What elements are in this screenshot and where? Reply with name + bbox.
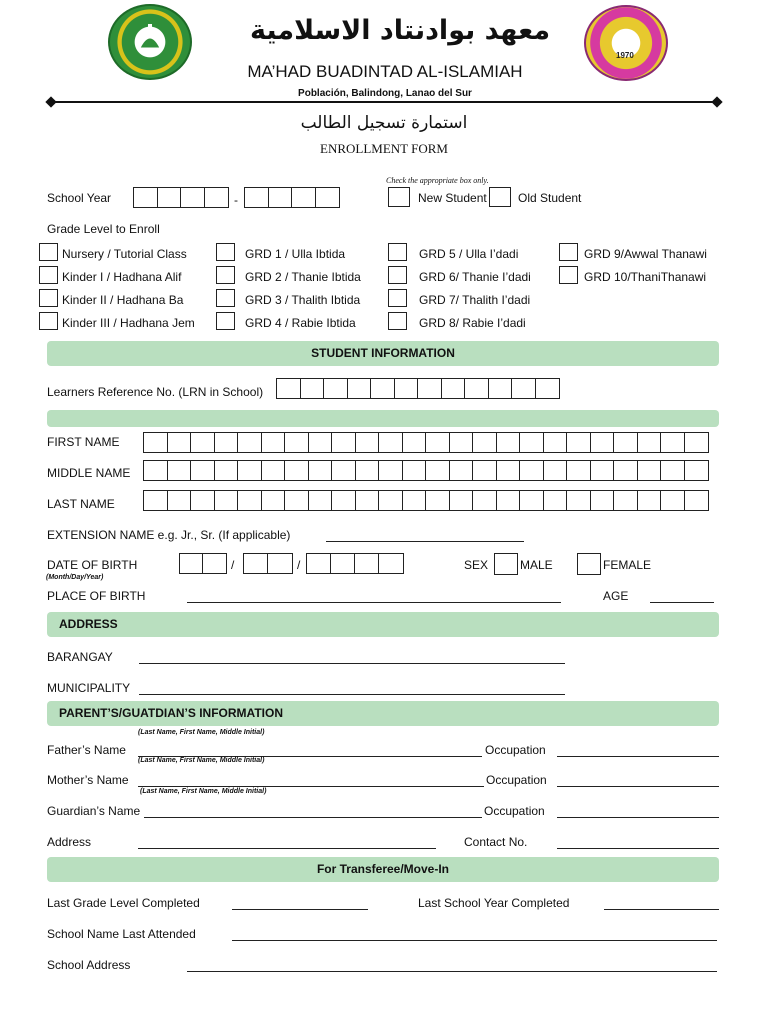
grade-option: GRD 10/ThaniThanawi (584, 270, 707, 284)
extension-name-label: EXTENSION NAME e.g. Jr., Sr. (If applicable) (47, 528, 291, 542)
female-checkbox[interactable] (577, 553, 601, 575)
new-student-label: New Student (418, 191, 487, 205)
grade-checkbox[interactable] (39, 289, 58, 307)
guardian-occupation-field[interactable] (557, 806, 719, 818)
grade-checkbox[interactable] (388, 312, 407, 330)
guardian-name-label: Guardian’s Name (47, 804, 141, 818)
mother-name-field[interactable] (138, 775, 484, 787)
school-name-field[interactable] (232, 929, 717, 941)
old-student-label: Old Student (518, 191, 582, 205)
check-note: Check the appropriate box only. (386, 176, 489, 185)
grade-level-label: Grade Level to Enroll (47, 222, 160, 236)
guardian-occupation-label: Occupation (484, 804, 545, 818)
contact-field[interactable] (557, 837, 719, 849)
grade-checkbox[interactable] (39, 312, 58, 330)
lrn-boxes[interactable] (276, 378, 560, 399)
dob-slash: / (297, 558, 301, 572)
pob-field[interactable] (187, 591, 561, 603)
last-grade-label: Last Grade Level Completed (47, 896, 200, 910)
sex-label: SEX (464, 558, 489, 572)
grade-option: GRD 6/ Thanie I’dadi (419, 270, 531, 284)
mother-occupation-field[interactable] (557, 775, 719, 787)
first-name-label: FIRST NAME (47, 435, 120, 449)
last-sy-field[interactable] (604, 898, 719, 910)
grade-option: GRD 9/Awwal Thanawi (584, 247, 707, 261)
school-address-label: School Address (47, 958, 131, 972)
arabic-title: معهد بوادنتاد الاسلامية (250, 15, 551, 46)
school-address-field[interactable] (187, 960, 717, 972)
barangay-field[interactable] (139, 652, 565, 664)
school-address: Población, Balindong, Lanao del Sur (298, 88, 472, 99)
mother-occupation-label: Occupation (486, 773, 547, 787)
first-name-boxes[interactable] (143, 432, 709, 453)
dob-slash: / (231, 558, 235, 572)
dob-month-boxes[interactable] (179, 553, 227, 574)
age-field[interactable] (650, 591, 714, 603)
transferee-header: For Transferee/Move-In (47, 857, 719, 882)
dob-year-boxes[interactable] (306, 553, 404, 574)
divider-diamond-left (45, 96, 56, 107)
student-info-spacer-bar (47, 410, 719, 427)
grade-checkbox[interactable] (216, 312, 235, 330)
grade-checkbox[interactable] (388, 289, 407, 307)
grade-checkbox[interactable] (216, 243, 235, 261)
grade-checkbox[interactable] (39, 266, 58, 284)
parents-header: PARENT’S/GUATDIAN’S INFORMATION (47, 701, 719, 726)
last-name-label: LAST NAME (47, 497, 115, 511)
last-sy-label: Last School Year Completed (418, 896, 570, 910)
father-occupation-label: Occupation (485, 743, 546, 757)
grade-option: Nursery / Tutorial Class (62, 247, 187, 261)
lrn-label: Learners Reference No. (LRN in School) (47, 385, 264, 399)
form-arabic-title: استمارة تسجيل الطالب (300, 113, 468, 133)
father-name-hint: (Last Name, First Name, Middle Initial) (138, 729, 265, 736)
last-name-boxes[interactable] (143, 490, 709, 511)
header-divider (52, 101, 716, 103)
form-title: ENROLLMENT FORM (320, 141, 448, 156)
address-header: ADDRESS (47, 612, 719, 637)
dob-format-hint: (Month/Day/Year) (46, 574, 104, 581)
grade-option: GRD 2 / Thanie Ibtida (245, 270, 361, 284)
municipality-label: MUNICIPALITY (47, 681, 131, 695)
age-label: AGE (603, 589, 629, 603)
school-year-label: School Year (47, 191, 112, 205)
male-label: MALE (520, 558, 553, 572)
school-year-end-boxes[interactable] (244, 187, 340, 208)
grade-option: Kinder III / Hadhana Jem (62, 316, 195, 330)
barangay-label: BARANGAY (47, 650, 113, 664)
logo-year: 1970 (616, 51, 634, 60)
grade-checkbox[interactable] (216, 266, 235, 284)
guardian-name-hint: (Last Name, First Name, Middle Initial) (140, 788, 267, 795)
female-label: FEMALE (603, 558, 652, 572)
grade-option: Kinder I / Hadhana Alif (62, 270, 182, 284)
school-year-dash: - (234, 193, 238, 207)
father-name-label: Father’s Name (47, 743, 126, 757)
mother-name-hint: (Last Name, First Name, Middle Initial) (138, 757, 265, 764)
grade-option: GRD 8/ Rabie I’dadi (419, 316, 526, 330)
grade-option: Kinder II / Hadhana Ba (62, 293, 184, 307)
old-student-checkbox[interactable] (489, 187, 511, 207)
school-year-start-boxes[interactable] (133, 187, 229, 208)
school-logo (584, 5, 668, 81)
extension-name-field[interactable] (326, 530, 524, 542)
middle-name-label: MIDDLE NAME (47, 466, 131, 480)
grade-checkbox[interactable] (559, 243, 578, 261)
school-title: MA’HAD BUADINTAD AL-ISLAMIAH (247, 62, 523, 81)
new-student-checkbox[interactable] (388, 187, 410, 207)
grade-option: GRD 1 / Ulla Ibtida (245, 247, 346, 261)
guardian-name-field[interactable] (144, 806, 482, 818)
dob-day-boxes[interactable] (243, 553, 293, 574)
grade-option: GRD 3 / Thalith Ibtida (245, 293, 361, 307)
grade-checkbox[interactable] (216, 289, 235, 307)
dob-label: DATE OF BIRTH (47, 558, 138, 572)
father-occupation-field[interactable] (557, 745, 719, 757)
male-checkbox[interactable] (494, 553, 518, 575)
divider-diamond-right (711, 96, 722, 107)
grade-option: GRD 5 / Ulla I’dadi (419, 247, 519, 261)
grade-checkbox[interactable] (388, 243, 407, 261)
last-grade-field[interactable] (232, 898, 368, 910)
middle-name-boxes[interactable] (143, 460, 709, 481)
father-name-field[interactable] (138, 745, 482, 757)
municipality-field[interactable] (139, 683, 565, 695)
student-info-header: STUDENT INFORMATION (47, 341, 719, 366)
pob-label: PLACE OF BIRTH (47, 589, 146, 603)
parent-address-label: Address (47, 835, 92, 849)
madaris-logo (108, 4, 192, 80)
grade-checkbox[interactable] (388, 266, 407, 284)
school-name-label: School Name Last Attended (47, 927, 196, 941)
contact-label: Contact No. (464, 835, 528, 849)
grade-checkbox[interactable] (39, 243, 58, 261)
parent-address-field[interactable] (138, 837, 436, 849)
grade-checkbox[interactable] (559, 266, 578, 284)
mother-name-label: Mother’s Name (47, 773, 129, 787)
grade-option: GRD 4 / Rabie Ibtida (245, 316, 356, 330)
grade-option: GRD 7/ Thalith I’dadi (419, 293, 531, 307)
